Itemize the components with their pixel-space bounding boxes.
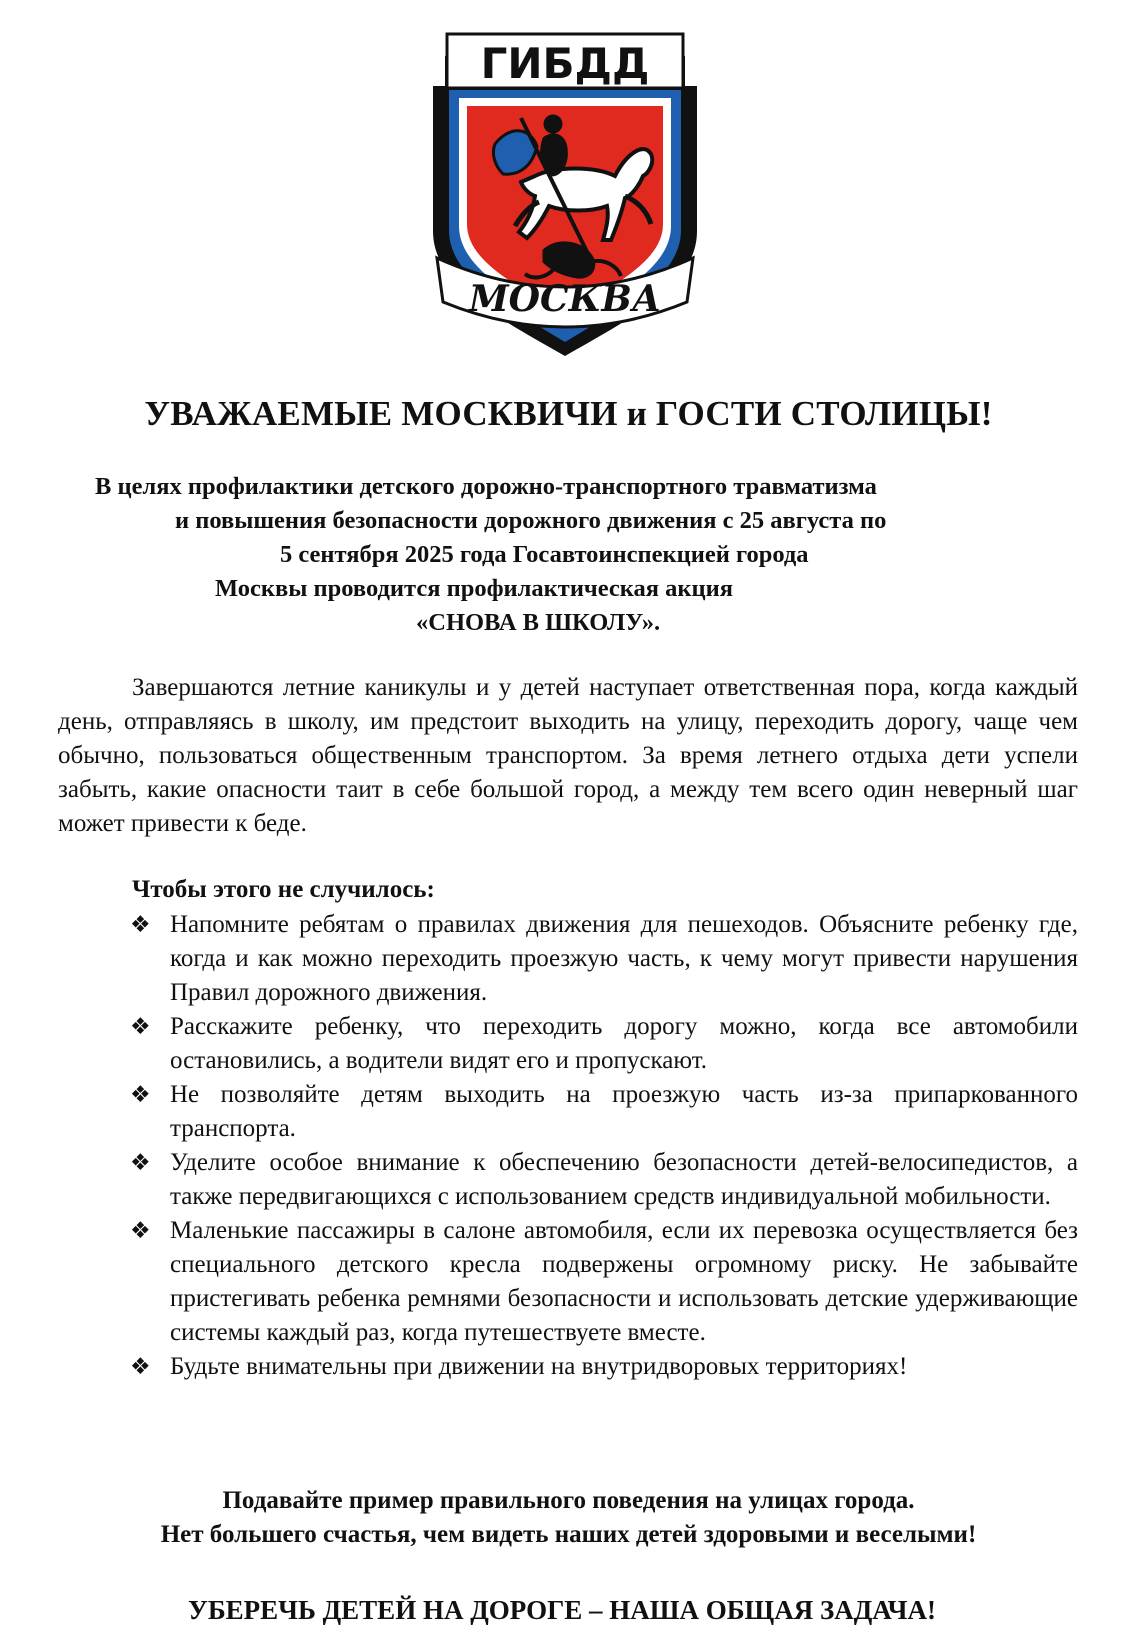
intro-announcement — [60, 470, 1090, 640]
closing-line: Нет большего счастья, чем видеть наших детей здоровыми и веселыми! — [160, 1521, 977, 1548]
body-paragraph: Завершаются летние каникулы и у детей наступает ответственная пора, когда каждый день, отправляясь в школу, им предстоит выходить на улицу, переходить дорогу, чаще чем обычно, пользоваться общественным транспортом. За время летнего отдыха дети успели забыть, какие опасности таит в себе большой город, а между тем всего один неверный шаг может привести к беде. — [58, 674, 1078, 837]
intro-line: 5 сентября 2025 года Госавтоинспекцией города — [280, 541, 809, 568]
gibdd-moscow-emblem — [425, 26, 705, 358]
diamond-bullet-icon: ❖ — [130, 1014, 151, 1040]
list-item — [130, 1146, 1078, 1214]
list-item — [130, 908, 1078, 1010]
tips-list — [130, 908, 1078, 1384]
tip-text: Расскажите ребенку, что переходить дорогу можно, когда все автомобили остановились, а водители видят его и пропускают. — [170, 1013, 1078, 1074]
tips-subheading: Чтобы этого не случилось: — [132, 876, 435, 903]
tip-text: Уделите особое внимание к обеспечению безопасности детей-велосипедистов, а также передвигающихся с использованием средств индивидуальной мобильности. — [170, 1149, 1078, 1210]
emblem-top-text: ГИБДД — [480, 39, 650, 88]
list-item — [130, 1010, 1078, 1078]
closing-line: Подавайте пример правильного поведения на улицах города. — [222, 1487, 915, 1514]
diamond-bullet-icon: ❖ — [130, 1150, 151, 1176]
final-slogan: УБЕРЕЧЬ ДЕТЕЙ НА ДОРОГЕ – НАША ОБЩАЯ ЗАДАЧА! — [188, 1595, 936, 1625]
tip-text: Напомните ребятам о правилах движения для пешеходов. Объясните ребенку где, когда и как можно переходить проезжую часть, к чему могут привести нарушения Правил дорожного движения. — [170, 911, 1078, 1006]
tip-text: Будьте внимательны при движении на внутридворовых территориях! — [170, 1353, 908, 1380]
diamond-bullet-icon: ❖ — [130, 912, 151, 938]
list-item — [130, 1078, 1078, 1146]
intro-campaign-name: «СНОВА В ШКОЛУ». — [416, 609, 661, 636]
tip-text: Маленькие пассажиры в салоне автомобиля, если их перевозка осуществляется без специального детского кресла подвержены огромному риску. Не забывайте пристегивать ребенка ремнями безопасности и использовать детские удерживающие системы каждый раз, когда путешествуете вместе. — [170, 1217, 1078, 1346]
intro-line: В целях профилактики детского дорожно-транспортного травматизма — [95, 473, 877, 500]
list-item — [130, 1214, 1078, 1350]
page-heading: УВАЖАЕМЫЕ МОСКВИЧИ и ГОСТИ СТОЛИЦЫ! — [144, 394, 993, 433]
intro-line: Москвы проводится профилактическая акция — [215, 575, 734, 602]
emblem-bottom-text: МОСКВА — [468, 278, 662, 320]
intro-line: и повышения безопасности дорожного движения с 25 августа по — [175, 507, 887, 534]
closing-appeal — [0, 1484, 1137, 1552]
diamond-bullet-icon: ❖ — [130, 1354, 151, 1380]
diamond-bullet-icon: ❖ — [130, 1218, 151, 1244]
tip-text: Не позволяйте детям выходить на проезжую часть из-за припаркованного транспорта. — [170, 1081, 1078, 1142]
list-item — [130, 1350, 1078, 1384]
diamond-bullet-icon: ❖ — [130, 1082, 151, 1108]
